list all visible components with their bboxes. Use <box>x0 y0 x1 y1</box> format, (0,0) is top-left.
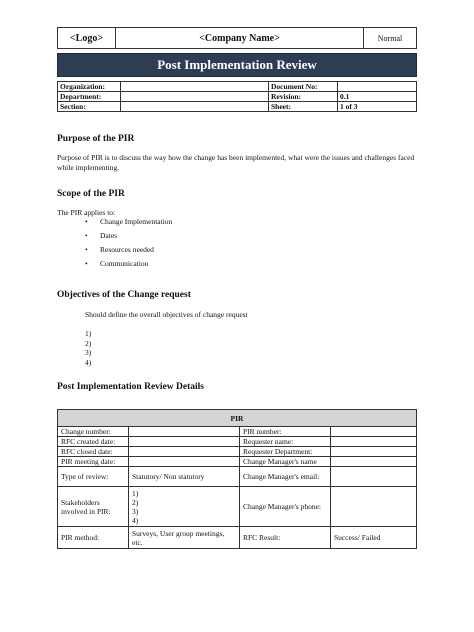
department-label: Department: <box>58 92 121 102</box>
cm-phone-value[interactable] <box>331 487 417 527</box>
type-review-label: Type of review: <box>58 467 129 487</box>
company-name: <Company Name> <box>116 28 364 48</box>
requester-dept-value[interactable] <box>331 447 417 457</box>
department-value[interactable] <box>121 92 269 102</box>
pir-number-value[interactable] <box>331 427 417 437</box>
scope-list <box>85 217 172 273</box>
pir-method-value: Surveys, User group meetings, etc. <box>129 527 240 549</box>
rfc-created-value[interactable] <box>129 437 240 447</box>
pir-meeting-value[interactable] <box>129 457 240 467</box>
document-header <box>57 27 417 49</box>
section-value[interactable] <box>121 102 269 112</box>
style-label: Normal <box>377 33 403 43</box>
list-item: • Dates <box>85 231 172 245</box>
purpose-text: Purpose of PIR is to discuss the way how the change has been implemented, what were the issues and challenges faced while implementing. <box>57 153 415 172</box>
objectives-text: Should define the overall objectives of change request <box>85 310 248 319</box>
rfc-result-label: RFC Result: <box>240 527 331 549</box>
document-no-value[interactable] <box>338 82 417 92</box>
cm-phone-label: Change Manager's phone: <box>240 487 331 527</box>
change-number-label: Change number: <box>58 427 129 437</box>
logo-placeholder: <Logo> <box>58 28 116 48</box>
revision-label: Revision: <box>269 92 338 102</box>
rfc-created-label: RFC created date: <box>58 437 129 447</box>
pir-number-label: PIR number: <box>240 427 331 437</box>
number-item: 4) <box>85 357 92 367</box>
document-info-table <box>57 81 417 112</box>
stakeholders-value <box>129 487 240 527</box>
type-review-value: Statutory/ Non statutory <box>129 467 240 487</box>
objectives-numbers <box>85 329 91 367</box>
list-item: • Resources needed <box>85 245 172 259</box>
stakeholders-label: Stakeholders involved in PIR: <box>58 487 129 527</box>
list-item: • Communication <box>85 259 172 273</box>
section-label: Section: <box>58 102 121 112</box>
number-item: 1) <box>85 329 92 338</box>
page-title: Post Implementation Review <box>57 53 417 77</box>
pir-meeting-label: PIR meeting date: <box>58 457 129 467</box>
number-item: 4) <box>132 515 139 525</box>
sheet-label: Sheet: <box>269 102 338 112</box>
organization-value[interactable] <box>121 82 269 92</box>
number-item: 2) <box>132 497 139 507</box>
number-item: 3) <box>85 348 92 357</box>
rfc-result-value: Success/ Failed <box>331 527 417 549</box>
scope-heading: Scope of the PIR <box>57 189 125 199</box>
organization-label: Organization: <box>58 82 121 92</box>
scope-intro: The PIR applies to: <box>57 208 116 217</box>
cm-email-label: Change Manager's email: <box>240 467 331 487</box>
cm-name-label: Change Manager's name <box>240 457 331 467</box>
rfc-closed-value[interactable] <box>129 447 240 457</box>
purpose-heading: Purpose of the PIR <box>57 134 135 144</box>
change-number-value[interactable] <box>129 427 240 437</box>
pir-method-label: PIR method: <box>58 527 129 549</box>
cm-name-value[interactable] <box>331 457 417 467</box>
cm-email-value[interactable] <box>331 467 417 487</box>
sheet-value: 1 of 3 <box>338 102 417 112</box>
list-item: • Change Implementation <box>85 217 172 231</box>
pir-table <box>57 409 417 549</box>
rfc-closed-label: RFC closed date: <box>58 447 129 457</box>
revision-value: 0.1 <box>338 92 417 102</box>
requester-dept-label: Requester Department: <box>240 447 331 457</box>
requester-name-label: Requester name: <box>240 437 331 447</box>
pir-table-title: PIR <box>58 410 417 427</box>
number-item: 3) <box>132 506 139 516</box>
objectives-heading: Objectives of the Change request <box>57 290 191 300</box>
details-heading: Post Implementation Review Details <box>57 382 204 392</box>
number-item: 1) <box>132 488 139 498</box>
requester-name-value[interactable] <box>331 437 417 447</box>
document-no-label: Document No: <box>269 82 338 92</box>
number-item: 2) <box>85 338 92 348</box>
